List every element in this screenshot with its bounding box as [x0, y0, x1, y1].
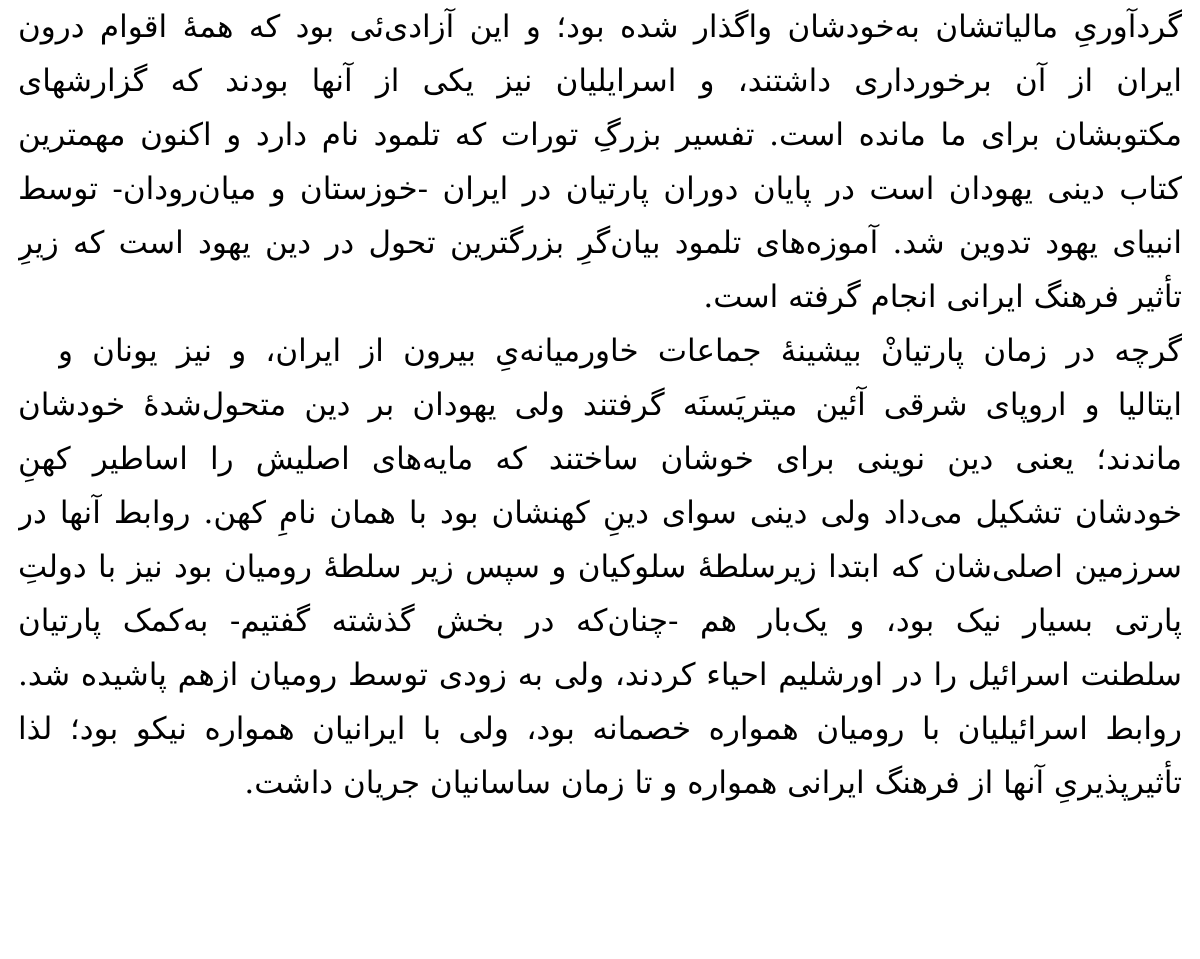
paragraph-2-line-8: روابط اسرائیلیان با رومیان همواره خصمانه بود، ولی با ایرانیان همواره نیکو بود؛ لذا — [18, 711, 1182, 747]
paragraph-2-line-7: سلطنت اسرائیل را در اورشلیم احیاء کردند، ولی به زودی توسط رومیان ازهم پاشیده شد. — [18, 657, 1182, 693]
paragraph-2-line-5: سرزمین اصلی‌شان که ابتدا زیرسلطهٔ سلوکیان و سپس زیر سلطهٔ رومیان بود نیز با دولتِ — [18, 549, 1182, 585]
paragraph-1-line-2: ایران از آن برخورداری داشتند، و اسرایلیان نیز یکی از آنها بودند که گزارشهای — [18, 63, 1182, 99]
paragraph-1-line-3: مکتوبشان برای ما مانده است. تفسیر بزرگِ تورات که تلمود نام دارد و اکنون مهمترین — [18, 117, 1182, 153]
paragraph-2-line-9: تأثیرپذیریِ آنها از فرهنگ ایرانی همواره و تا زمان ساسانیان جریان داشت. — [244, 765, 1182, 801]
paragraph-1-line-5: انبیای یهود تدوین شد. آموزه‌های تلمود بیان‌گرِ بزرگترین تحول در دین یهود است که زیرِ — [18, 225, 1182, 261]
paragraph-2-line-4: خودشان تشکیل می‌داد ولی دینی سوای دینِ کهنشان بود با همان نامِ کهن. روابط آنها در — [18, 495, 1182, 531]
paragraph-2-line-1: گرچه در زمان پارتیانْ بیشینهٔ جماعات خاورمیانه‌یِ بیرون از ایران، و نیز یونان و — [58, 333, 1182, 369]
paragraph-2-line-6: پارتی بسیار نیک بود، و یک‌بار هم -چنان‌که در بخش گذشته گفتیم- به‌کمک پارتیان — [18, 603, 1182, 639]
paragraph-1-line-6: تأثیر فرهنگ ایرانی انجام گرفته است. — [703, 279, 1182, 315]
paragraph-1-line-1: گردآوریِ مالیاتشان به‌خودشان واگذار شده بود؛ و این آزادی‌ئی بود که همهٔ اقوام درون — [18, 9, 1182, 45]
paragraph-2-line-2: ایتالیا و اروپای شرقی آئین میتریَسنَه گرفتند ولی یهودان بر دین متحول‌شدهٔ خودشان — [18, 387, 1182, 423]
paragraph-2-line-3: ماندند؛ یعنی دین نوینی برای خوشان ساختند که مایه‌های اصلیش را اساطیر کهنِ — [18, 441, 1182, 477]
paragraph-1-line-4: کتاب دینی یهودان است در پایان دوران پارتیان در ایران -خوزستان و میان‌رودان- توسط — [18, 171, 1182, 207]
